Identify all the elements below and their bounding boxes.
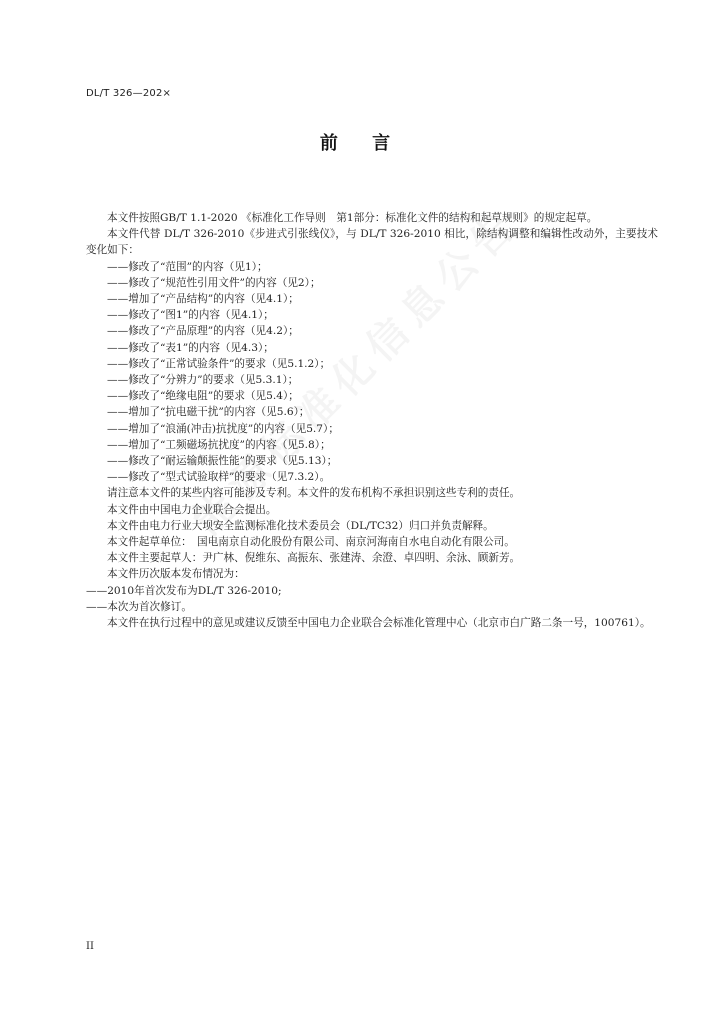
page-title: 前 言 <box>319 133 405 154</box>
change-list-item: ——修改了“型式试验取样”的要求（见7.3.2）。 <box>107 471 331 484</box>
change-list-item: ——修改了“正常试验条件”的要求（见5.1.2）； <box>107 357 331 370</box>
feedback-paragraph: 本文件在执行过程中的意见或建议反馈至中国电力企业联合会标准化管理中心（北京市白广路二条一号，100761）。 <box>107 617 651 630</box>
drafters-list: 本文件主要起草人：尹广林、倪维东、高振东、张建涛、余澄、卓四明、余泳、顾新芳。 <box>107 552 521 565</box>
drafting-units: 本文件起草单位： 国电南京自动化股份有限公司、南京河海南自水电自动化有限公司。 <box>107 536 515 549</box>
change-list-item: ——修改了“图1”的内容（见4.1）； <box>107 309 274 322</box>
change-list-item: ——修改了“范围”的内容（见1）； <box>107 260 268 273</box>
history-intro: 本文件历次版本发布情况为： <box>107 568 245 581</box>
change-list-item: ——修改了“产品原理”的内容（见4.2）； <box>107 325 299 338</box>
change-list-item: ——增加了“工频磁场抗扰度”的内容（见5.8）； <box>107 438 331 451</box>
foreword-body <box>86 210 658 631</box>
history-item: ——本次为首次修订。 <box>86 600 192 613</box>
change-list-item: ——修改了“分辨力”的要求（见5.3.1）； <box>107 374 299 387</box>
patent-notice: 请注意本文件的某些内容可能涉及专利。本文件的发布机构不承担识别这些专利的责任。 <box>107 487 521 500</box>
document-code: DL/T 326—202× <box>86 88 172 99</box>
change-list-item: ——修改了“表1”的内容（见4.3）； <box>107 341 274 354</box>
paragraph-replacement: 本文件代替 DL/T 326-2010《步进式引张线仪》，与 DL/T 326-2010 相比，除结构调整和编辑性改动外，主要技术变化如下： <box>86 228 658 257</box>
proposer-note: 本文件由中国电力企业联合会提出。 <box>107 503 277 516</box>
change-list-item: ——增加了“产品结构”的内容（见4.1）； <box>107 293 299 306</box>
change-list-item: ——增加了“抗电磁干扰”的内容（见5.6）； <box>107 406 310 419</box>
change-list-item: ——修改了“耐运输颠振性能”的要求（见5.13）； <box>107 455 338 468</box>
change-list-item: ——修改了“绝缘电阻”的要求（见5.4）； <box>107 390 299 403</box>
change-list-item: ——修改了“规范性引用文件”的内容（见2）； <box>107 276 321 289</box>
paragraph-drafting-rules: 本文件按照GB/T 1.1-2020 《标准化工作导则 第1部分：标准化文件的结构和起草规则》的规定起草。 <box>107 212 598 224</box>
history-item: ——2010年首次发布为DL/T 326-2010; <box>86 584 282 597</box>
page-number: II <box>86 941 94 952</box>
change-list-item: ——增加了“浪涌(冲击)抗扰度”的内容（见5.7）； <box>107 422 339 435</box>
technical-committee-note: 本文件由电力行业大坝安全监测标准化技术委员会（DL/TC32）归口并负责解释。 <box>107 519 494 532</box>
